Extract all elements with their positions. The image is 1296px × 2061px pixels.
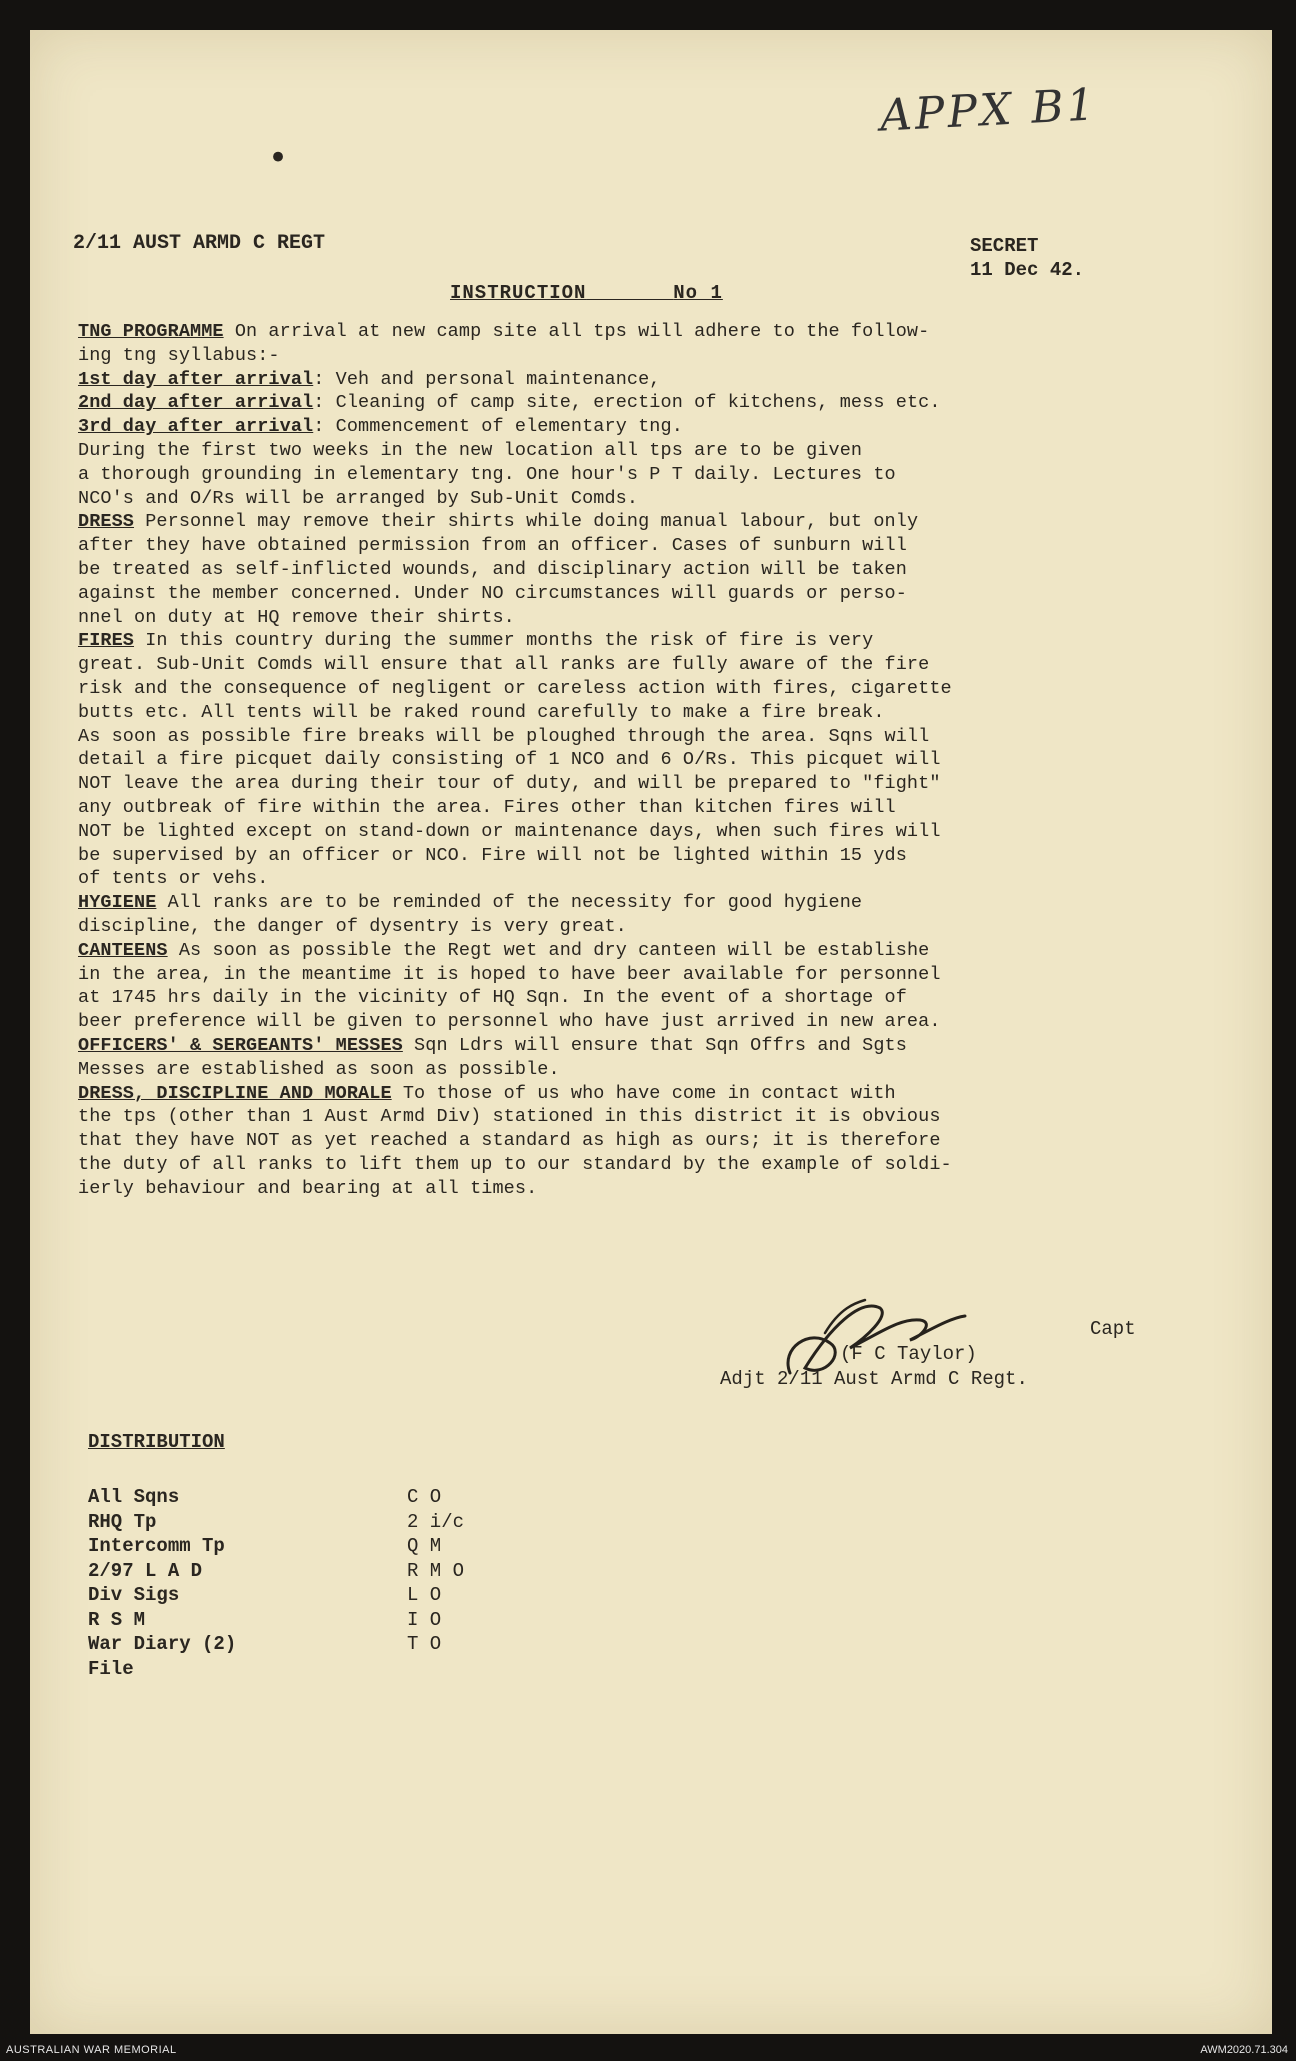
instruction-body — [78, 320, 1258, 1200]
distribution-list-left — [88, 1485, 236, 1681]
section-heading: FIRES — [78, 630, 135, 652]
title-gap — [586, 282, 673, 304]
body-text: Messes are established as soon as possible. — [78, 1058, 560, 1080]
body-text: ing tng syllabus:- — [78, 344, 280, 366]
body-text: nnel on duty at HQ remove their shirts. — [78, 606, 515, 628]
section-heading: OFFICERS' & SERGEANTS' MESSES — [78, 1034, 403, 1056]
instruction-number: No 1 — [673, 282, 723, 304]
body-line — [78, 320, 1258, 344]
distribution-entry: Q M — [407, 1535, 442, 1557]
body-text: risk and the consequence of negligent or careless action with fires, cigarette — [78, 677, 952, 699]
body-text: On arrival at new camp site all tps will adhere to the follow- — [223, 321, 930, 342]
distribution-list-right — [407, 1485, 464, 1657]
body-line — [78, 582, 1258, 606]
body-text: against the member concerned. Under NO circumstances will guards or perso- — [78, 582, 907, 604]
body-line — [78, 891, 1258, 915]
body-text: As soon as possible the Regt wet and dry canteen will be establishe — [167, 939, 930, 961]
archive-footer — [0, 2040, 1296, 2061]
body-text: in the area, in the meantime it is hoped to have beer available for personnel — [78, 963, 941, 985]
body-line — [78, 1153, 1258, 1177]
distribution-entry: 2/97 L A D — [88, 1559, 203, 1582]
section-heading: TNG PROGRAMME — [78, 321, 224, 342]
body-text: : Cleaning of camp site, erection of kitchens, mess etc. — [313, 392, 941, 414]
body-line — [78, 534, 1258, 558]
distribution-entry: R M O — [407, 1559, 465, 1582]
distribution-entry: T O — [407, 1633, 442, 1655]
classification-block — [970, 234, 1084, 282]
body-text: be supervised by an officer or NCO. Fire will not be lighted within 15 yds — [78, 844, 907, 866]
distribution-entry: File — [88, 1657, 134, 1680]
document-page — [30, 30, 1272, 2034]
body-text: ierly behaviour and bearing at all times. — [78, 1177, 538, 1199]
body-text: NOT be lighted except on stand-down or maintenance days, when such fires will — [78, 820, 941, 842]
body-text: During the first two weeks in the new location all tps are to be given — [78, 439, 863, 461]
body-text: be treated as self-inflicted wounds, and disciplinary action will be taken — [78, 558, 907, 580]
body-text: All ranks are to be reminded of the necessity for good hygiene — [156, 892, 863, 914]
distribution-entry: War Diary (2) — [88, 1633, 237, 1655]
body-line — [78, 415, 1258, 439]
distribution-entry: All Sqns — [88, 1486, 180, 1508]
distribution-entry: Div Sigs — [88, 1584, 180, 1606]
body-line — [78, 1105, 1258, 1129]
unit-name: 2/11 AUST ARMD C REGT — [73, 232, 326, 255]
body-line — [78, 986, 1258, 1010]
distribution-entry: R S M — [88, 1608, 146, 1631]
body-line — [78, 844, 1258, 868]
body-line — [78, 772, 1258, 796]
body-text: the duty of all ranks to lift them up to our standard by the example of soldi- — [78, 1153, 952, 1175]
body-line — [78, 463, 1258, 487]
section-heading: DRESS — [78, 511, 135, 533]
section-heading: CANTEENS — [78, 939, 168, 961]
body-line — [78, 439, 1258, 463]
section-heading: 3rd day after arrival — [78, 416, 314, 438]
body-line — [78, 629, 1258, 653]
body-line — [78, 510, 1258, 534]
section-heading: 2nd day after arrival — [78, 392, 314, 414]
archive-reference: AWM2020.71.304 — [1200, 2044, 1288, 2056]
body-line — [78, 867, 1258, 891]
distribution-entry: L O — [407, 1584, 442, 1606]
archive-name: AUSTRALIAN WAR MEMORIAL — [6, 2044, 177, 2056]
body-text: a thorough grounding in elementary tng. One hour's P T daily. Lectures to — [78, 463, 896, 485]
body-line — [78, 344, 1258, 368]
body-text: at 1745 hrs daily in the vicinity of HQ Sqn. In the event of a shortage of — [78, 987, 907, 1009]
body-line — [78, 1177, 1258, 1201]
body-text: To those of us who have come in contact with — [391, 1082, 896, 1104]
body-line — [78, 796, 1258, 820]
body-text: butts etc. All tents will be raked round carefully to make a fire break. — [78, 701, 885, 723]
body-text: As soon as possible fire breaks will be ploughed through the area. Sqns will — [78, 725, 930, 747]
handwritten-reference: APPX B1 — [878, 79, 1099, 142]
section-heading: HYGIENE — [78, 892, 157, 914]
body-text: Sqn Ldrs will ensure that Sqn Offrs and Sgts — [402, 1034, 907, 1056]
body-line — [78, 748, 1258, 772]
signatory-appointment: Adjt 2/11 Aust Armd C Regt. — [720, 1368, 1028, 1390]
distribution-entry: RHQ Tp — [88, 1510, 157, 1533]
title-text: INSTRUCTION — [450, 282, 587, 304]
body-text: NCO's and O/Rs will be arranged by Sub-Unit Comds. — [78, 487, 639, 509]
signatory-rank: Capt — [1090, 1318, 1136, 1340]
body-line — [78, 677, 1258, 701]
document-date: 11 Dec 42. — [970, 259, 1085, 281]
section-heading: 1st day after arrival — [78, 368, 314, 390]
body-line — [78, 1034, 1258, 1058]
body-line — [78, 368, 1258, 392]
body-line — [78, 606, 1258, 630]
body-text: Personnel may remove their shirts while doing manual labour, but only — [134, 511, 919, 533]
signatory-name: (F C Taylor) — [840, 1343, 977, 1365]
body-line — [78, 487, 1258, 511]
body-line — [78, 1058, 1258, 1082]
distribution-entry: I O — [407, 1608, 442, 1631]
body-line — [78, 1010, 1258, 1034]
body-text: that they have NOT as yet reached a standard as high as ours; it is therefore — [78, 1130, 941, 1152]
body-text: the tps (other than 1 Aust Armd Div) stationed in this district it is obvious — [78, 1106, 941, 1128]
body-line — [78, 391, 1258, 415]
body-line — [78, 1082, 1258, 1106]
body-line — [78, 963, 1258, 987]
distribution-entry: Intercomm Tp — [88, 1535, 225, 1557]
body-line — [78, 725, 1258, 749]
body-text: discipline, the danger of dysentry is very great. — [78, 915, 627, 937]
body-text: beer preference will be given to personnel who have just arrived in new area. — [78, 1011, 941, 1033]
body-line — [78, 915, 1258, 939]
body-text: : Commencement of elementary tng. — [313, 416, 683, 438]
body-text: great. Sub-Unit Comds will ensure that all ranks are fully aware of the fire — [78, 654, 930, 676]
body-text: : Veh and personal maintenance, — [313, 368, 661, 390]
body-line — [78, 701, 1258, 725]
distribution-entry: C O — [407, 1486, 442, 1508]
body-text: NOT leave the area during their tour of duty, and will be prepared to "fight" — [78, 773, 941, 795]
distribution-entry: 2 i/c — [407, 1510, 465, 1533]
body-line — [78, 820, 1258, 844]
ink-mark-icon: • — [268, 138, 289, 178]
distribution-heading: DISTRIBUTION — [88, 1431, 225, 1453]
body-text: In this country during the summer months the risk of fire is very — [134, 630, 874, 652]
body-text: detail a fire picquet daily consisting of 1 NCO and 6 O/Rs. This picquet will — [78, 749, 941, 771]
body-line — [78, 653, 1258, 677]
body-text: of tents or vehs. — [78, 868, 269, 890]
body-text: any outbreak of fire within the area. Fires other than kitchen fires will — [78, 796, 896, 818]
classification: SECRET — [970, 235, 1039, 257]
body-text: after they have obtained permission from an officer. Cases of sunburn will — [78, 535, 907, 557]
body-line — [78, 939, 1258, 963]
document-title — [450, 282, 723, 304]
body-line — [78, 558, 1258, 582]
section-heading: DRESS, DISCIPLINE AND MORALE — [78, 1082, 392, 1104]
body-line — [78, 1129, 1258, 1153]
